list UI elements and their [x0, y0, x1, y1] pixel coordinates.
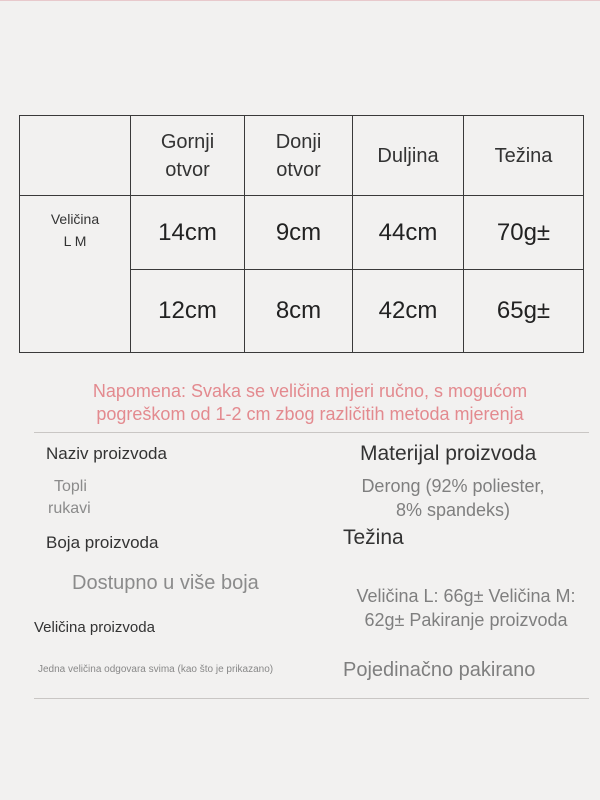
product-name-line2: rukavi	[48, 500, 91, 517]
weight-line2: 62g± Pakiranje proizvoda	[364, 610, 568, 630]
header-cell-empty	[20, 116, 131, 196]
size-table	[19, 115, 584, 353]
product-name-line1: Topli	[54, 478, 87, 495]
header-text: Donji otvor	[275, 130, 322, 181]
header-cell-upper-opening	[131, 116, 245, 196]
table-header-row	[20, 116, 584, 196]
header-cell-weight	[464, 116, 584, 196]
note-line1: Napomena: Svaka se veličina mjeri ručno, s mogućom	[92, 381, 528, 401]
size-label: Veličina proizvoda	[34, 619, 155, 636]
header-text: Gornji otvor	[160, 130, 215, 181]
header-cell-lower-opening	[245, 116, 353, 196]
color-value: Dostupno u više boja	[72, 572, 259, 594]
row-label-line2: L M	[63, 233, 87, 249]
measurement-note	[0, 380, 600, 426]
table-cell: 44cm	[353, 196, 464, 270]
row-label-line1: Veličina	[50, 211, 100, 227]
header-text: Težina	[494, 144, 553, 167]
weight-line1: Veličina L: 66g± Veličina M:	[356, 586, 576, 606]
weight-value	[336, 584, 596, 632]
table-cell: 9cm	[245, 196, 353, 270]
note-line2: pogreškom od 1-2 cm zbog različitih metoda mjerenja	[96, 404, 524, 424]
weight-label: Težina	[343, 526, 404, 549]
row-label-cell	[20, 196, 131, 353]
table-row	[20, 196, 584, 270]
table-cell: 8cm	[245, 270, 353, 353]
header-cell-length	[353, 116, 464, 196]
color-label: Boja proizvoda	[46, 533, 159, 552]
material-label: Materijal proizvoda	[360, 442, 537, 465]
top-border-line	[0, 0, 600, 1]
header-text: Duljina	[377, 144, 439, 167]
packaging-value: Pojedinačno pakirano	[343, 659, 536, 681]
table-cell: 65g±	[464, 270, 584, 353]
product-name-label: Naziv proizvoda	[46, 444, 167, 463]
table-cell: 12cm	[131, 270, 245, 353]
material-line2: 8% spandeks)	[395, 500, 511, 520]
size-value: Jedna veličina odgovara svima (kao što je prikazano)	[38, 664, 274, 675]
material-value	[346, 474, 560, 522]
product-name-value	[48, 476, 91, 520]
table-cell: 70g±	[464, 196, 584, 270]
table-cell: 14cm	[131, 196, 245, 270]
divider-top	[34, 432, 589, 433]
divider-bottom	[34, 698, 589, 699]
material-line1: Derong (92% poliester,	[361, 476, 545, 496]
table-cell: 42cm	[353, 270, 464, 353]
